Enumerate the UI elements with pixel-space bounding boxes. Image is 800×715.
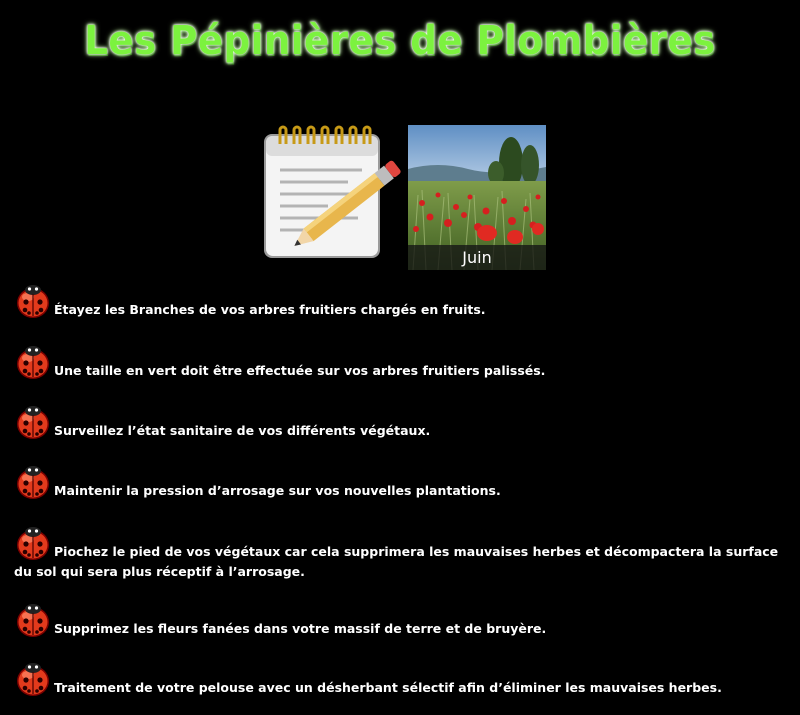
ladybug-icon (14, 343, 52, 381)
ladybug-icon (14, 403, 52, 441)
tip-text: Une taille en vert doit être effectuée sur vos arbres fruitiers palissés. (54, 363, 546, 378)
tip-item-7 (14, 660, 794, 698)
month-photo-card (408, 125, 546, 270)
notepad-pencil-icon (258, 124, 404, 270)
tip-item-4 (14, 463, 794, 501)
month-caption: Juin (408, 245, 546, 270)
page-title: Les Pépinières de Plombières (84, 18, 716, 64)
tip-item-2 (14, 343, 794, 381)
ladybug-icon (14, 282, 52, 320)
tip-text: Maintenir la pression d’arrosage sur vos nouvelles plantations. (54, 483, 501, 498)
tip-text: Traitement de votre pelouse avec un désherbant sélectif afin d’éliminer les mauvaises herbes. (54, 680, 722, 695)
tip-item-1 (14, 282, 794, 320)
tip-item-6 (14, 601, 794, 639)
tip-text: Supprimez les fleurs fanées dans votre massif de terre et de bruyère. (54, 621, 547, 636)
tip-text: Surveillez l’état sanitaire de vos différents végétaux. (54, 423, 431, 438)
ladybug-icon (14, 660, 52, 698)
ladybug-icon (14, 463, 52, 501)
ladybug-icon (14, 524, 52, 562)
tip-text: Étayez les Branches de vos arbres fruitiers chargés en fruits. (54, 302, 486, 317)
tip-text: Piochez le pied de vos végétaux car cela supprimera les mauvaises herbes et décompactera la surface du sol qui sera plus réceptif à l’arrosage. (14, 544, 779, 579)
ladybug-icon (14, 601, 52, 639)
header-illustrations (258, 124, 548, 270)
tip-item-5 (14, 524, 796, 582)
tip-item-3 (14, 403, 794, 441)
